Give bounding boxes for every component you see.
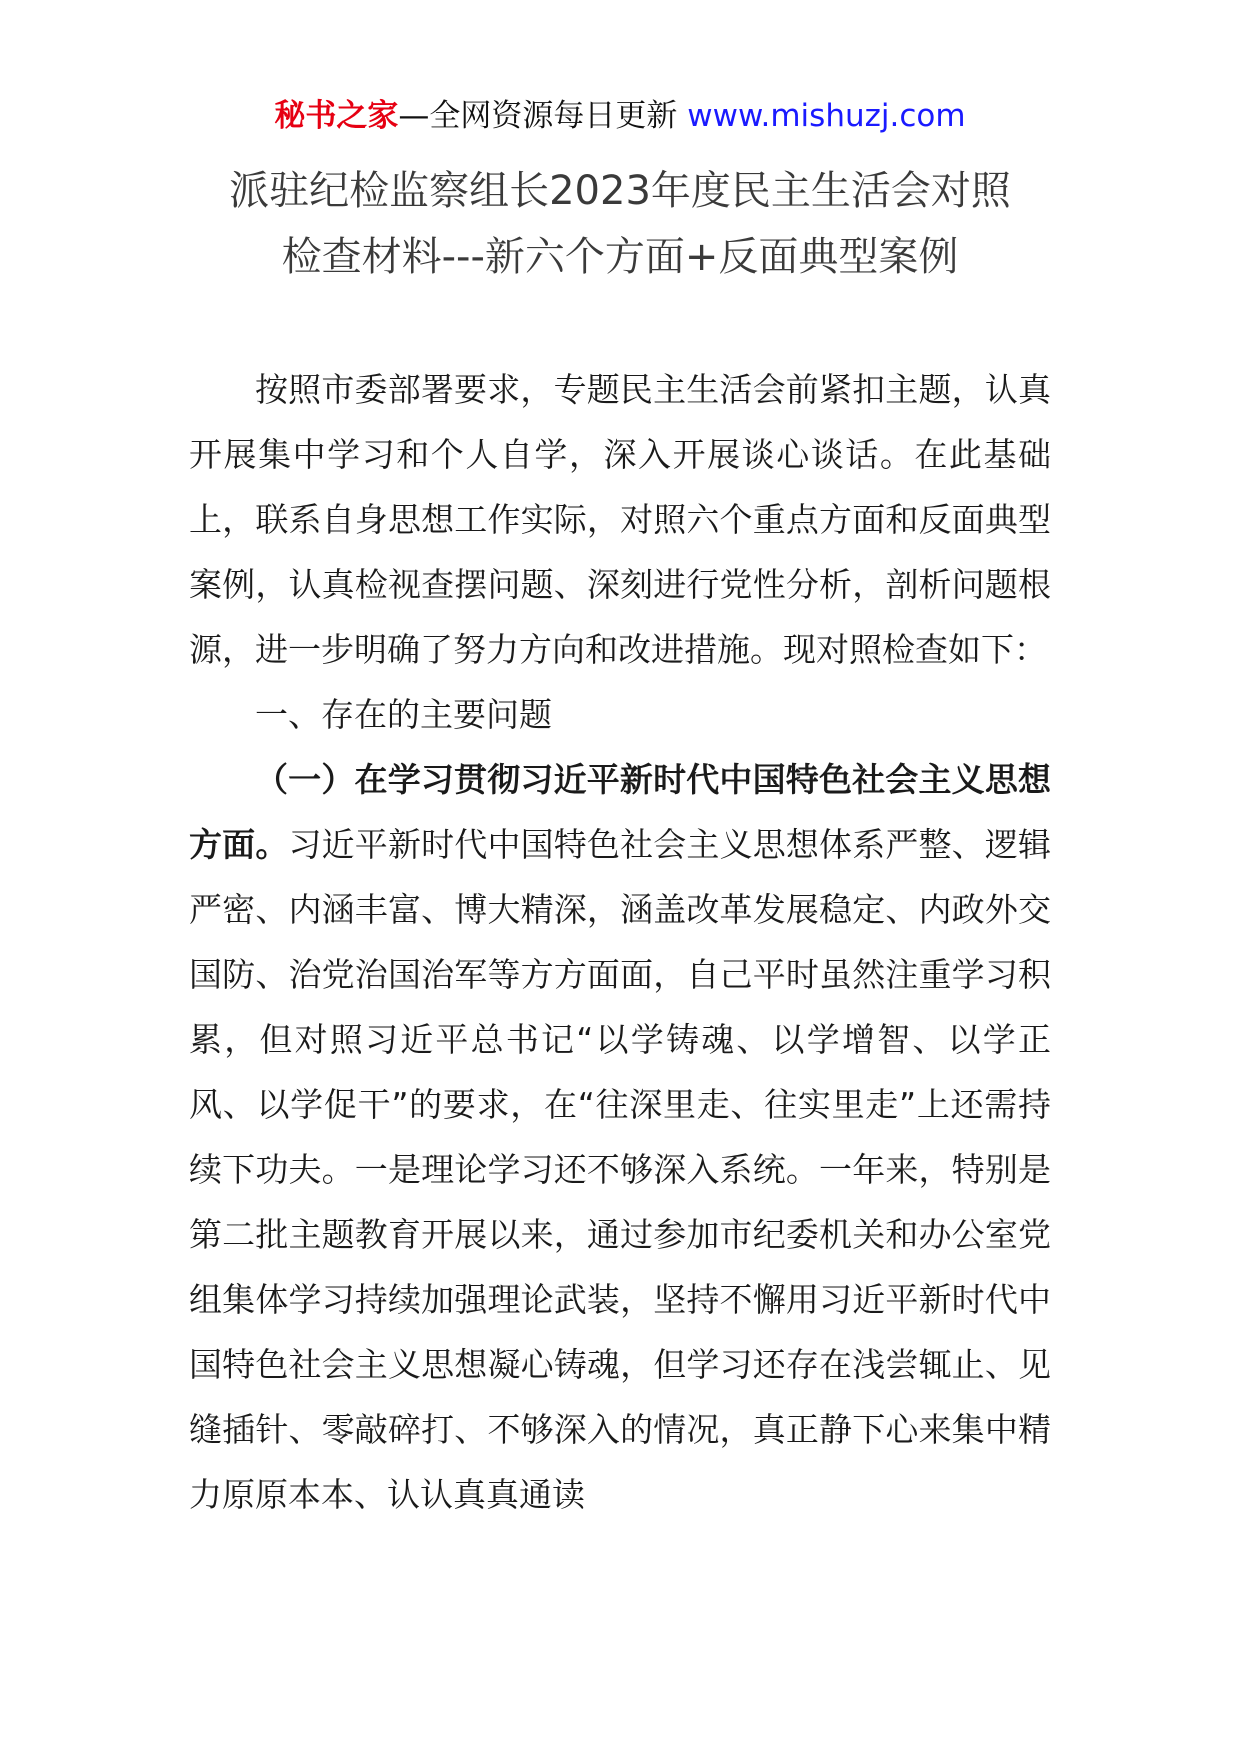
document-body <box>189 357 1051 1527</box>
document-title-line-1: 派驻纪检监察组长2023年度民主生活会对照 <box>229 168 1011 214</box>
intro-paragraph: 按照市委部署要求，专题民主生活会前紧扣主题，认真开展集中学习和个人自学，深入开展谈心谈话。在此基础上，联系自身思想工作实际，对照六个重点方面和反面典型案例，认真检视查摆问题、深刻进行党性分析，剖析问题根源，进一步明确了努力方向和改进措施。现对照检查如下： <box>189 370 1051 669</box>
site-url-link[interactable]: www.mishuzj.com <box>687 98 966 134</box>
site-slogan: —全网资源每日更新 <box>398 98 678 134</box>
document-title-line-2: 检查材料---新六个方面+反面典型案例 <box>281 234 959 280</box>
subsection-lead: （一）在学习贯彻习近平新时代中国特色社会主义思想方面。 <box>189 760 1051 864</box>
site-brand: 秘书之家 <box>274 98 399 134</box>
site-header <box>0 96 1240 136</box>
section-heading: 一、存在的主要问题 <box>255 695 552 734</box>
subsection-body: 习近平新时代中国特色社会主义思想体系严整、逻辑严密、内涵丰富、博大精深，涵盖改革发展稳定、内政外交国防、治党治国治军等方方面面，自己平时虽然注重学习积累，但对照习近平总书记“以学铸魂、以学增智、以学正风、以学促干”的要求，在“往深里走、往实里走”上还需持续下功夫。一是理论学习还不够深入系统。一年来，特别是第二批主题教育开展以来，通过参加市纪委机关和办公室党组集体学习持续加强理论武装，坚持不懈用习近平新时代中国特色社会主义思想凝心铸魂，但学习还存在浅尝辄止、见缝插针、零敲碎打、不够深入的情况，真正静下心来集中精力原原本本、认认真真通读 <box>189 825 1052 1514</box>
subsection-paragraph <box>189 747 1051 1527</box>
document-title <box>0 158 1240 290</box>
